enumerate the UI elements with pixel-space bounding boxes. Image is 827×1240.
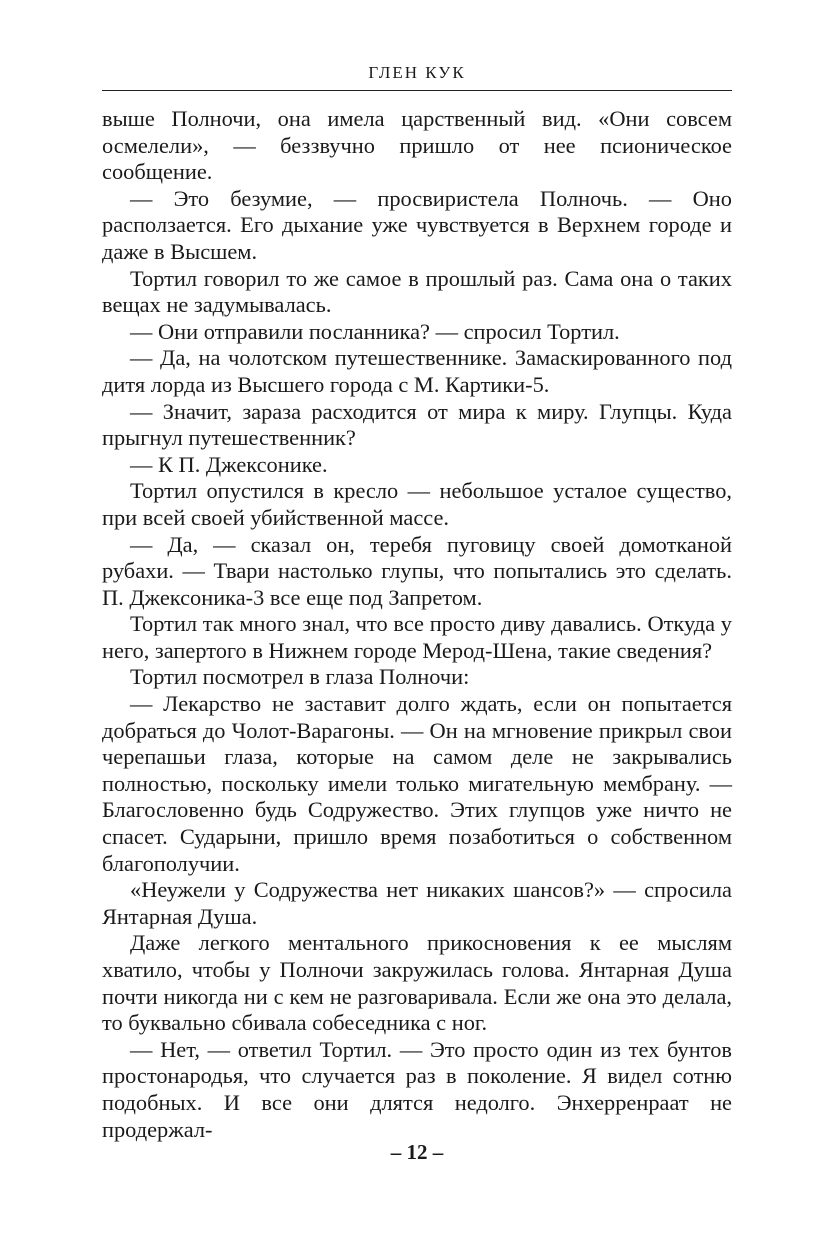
- paragraph: — Лекарство не заставит долго ждать, если он попытается добраться до Чолот-Варагоны. — Он на мгновение прикрыл свои черепашьи глаза, которые на самом деле не закрывались полностью, поскольку имели только мигательную мембрану. — Благословенно будь Содружество. Этих глупцов уже ничто не спасет. Сударыни, пришло время позаботиться о собственном благополучии.: [102, 691, 732, 876]
- paragraph: выше Полночи, она имела царственный вид. «Они совсем осмелели», — беззвучно пришло от нее псионическое сообщение.: [102, 106, 732, 185]
- page-number: – 12 –: [390, 1140, 444, 1164]
- paragraph: — Нет, — ответил Тортил. — Это просто один из тех бунтов простонародья, что случается раз в поколение. Я видел сотню подобных. И все они длятся недолго. Энхерренраат не продержал-: [102, 1036, 732, 1142]
- header-rule: [102, 90, 732, 91]
- paragraph: — Значит, зараза расходится от мира к миру. Глупцы. Куда прыгнул путешественник?: [102, 398, 732, 451]
- paragraph: Тортил посмотрел в глаза Полночи:: [130, 664, 470, 690]
- paragraph: — Да, — сказал он, теребя пуговицу своей домотканой рубахи. — Твари настолько глупы, что попытались это сделать. П. Джексоника-3 все еще под Запретом.: [102, 531, 732, 610]
- paragraph: — Это безумие, — просвиристела Полночь. — Оно расползается. Его дыхание уже чувствуется в Верхнем городе и даже в Высшем.: [102, 185, 732, 264]
- paragraph: Даже легкого ментального прикосновения к ее мыслям хватило, чтобы у Полночи закружилась голова. Янтарная Душа почти никогда ни с кем не разговаривала. Если же она это делала, то буквально сбивала собеседника с ног.: [102, 930, 732, 1036]
- paragraph: Тортил опустился в кресло — небольшое усталое существо, при всей своей убийственной массе.: [102, 478, 732, 530]
- paragraph: Тортил говорил то же самое в прошлый раз. Сама она о таких вещах не задумывалась.: [102, 265, 732, 318]
- paragraph: «Неужели у Содружества нет никаких шансов?» — спросила Янтарная Душа.: [102, 877, 732, 929]
- body-text: [102, 106, 732, 1143]
- paragraph: Тортил так много знал, что все просто диву давались. Откуда у него, запертого в Нижнем городе Мерод-Шена, такие сведения?: [102, 611, 732, 663]
- running-head: ГЛЕН КУК: [368, 63, 466, 82]
- paragraph: — Они отправили посланника? — спросил Тортил.: [130, 318, 620, 344]
- paragraph: — Да, на чолотском путешественнике. Замаскированного под дитя лорда из Высшего города с М. Картики-5.: [102, 345, 732, 397]
- paragraph: — К П. Джексонике.: [130, 451, 328, 477]
